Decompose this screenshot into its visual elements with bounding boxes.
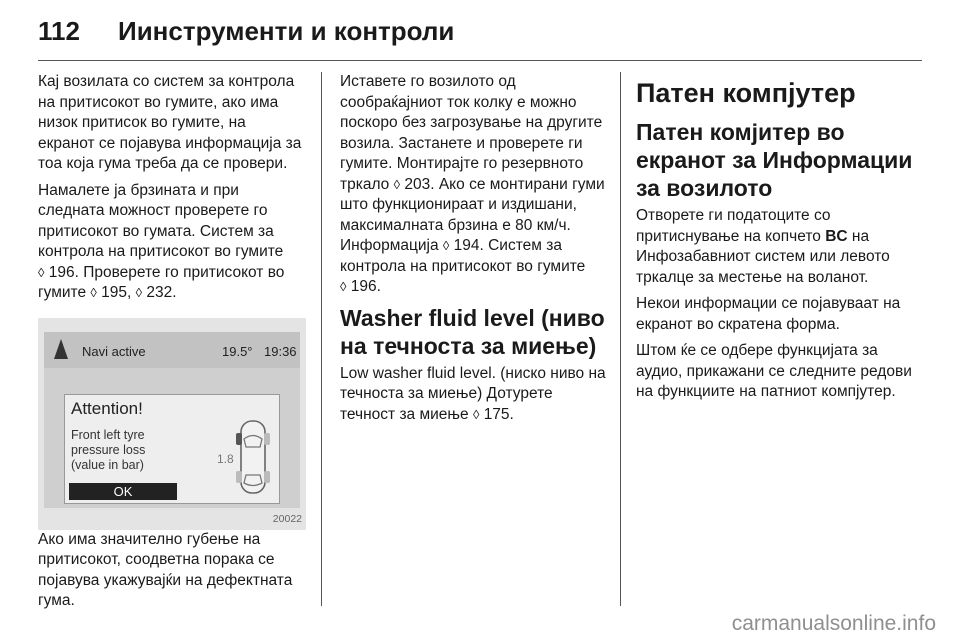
paragraph-text: Low washer fluid level. (ниско ниво на течноста за миење) Дотурете течност за миење (340, 364, 606, 423)
paragraph-text: 175. (483, 405, 514, 423)
column-3 (636, 72, 922, 409)
paragraph-text: 196. Проверете го притисокот во гумите (38, 263, 285, 301)
page-number: 112 (38, 16, 80, 46)
reference-arrow-icon: ◊ (393, 176, 401, 192)
navigation-arrow-icon (54, 339, 68, 359)
paragraph: Ако има значително губење на притисокот, соодветна порака се појавува укажувајќи на дефектната гума. (38, 530, 293, 609)
paragraph (636, 206, 922, 288)
column-divider (321, 72, 322, 606)
figure-number: 20022 (272, 513, 302, 525)
paragraph: Штом ќе се одбере функцијата за аудио, прикажани се следните редови на функциите на патниот компјутер. (636, 342, 912, 400)
column-divider (620, 72, 621, 606)
reference-arrow-icon: ◊ (472, 406, 480, 422)
car-top-view-icon (235, 417, 271, 497)
paragraph-text: на Инфозабавниот систем или левото тркалце за местење на воланот. (636, 227, 890, 286)
column-1 (38, 72, 306, 618)
ok-button: OK (69, 483, 177, 500)
column-2 (340, 72, 608, 431)
section-heading: Washer fluid level (ниво на течноста за миење) (340, 304, 605, 359)
watermark: carmanualsonline.info (731, 612, 936, 635)
paragraph-text: Намалете ја брзината и при следната можност проверете го притисокот во гумата. Систем за контрола на притисокот во гумите (38, 181, 284, 260)
dialog-line: pressure loss (71, 442, 146, 457)
reference-arrow-icon: ◊ (135, 285, 143, 300)
header-divider (38, 60, 922, 61)
navi-status: Navi active (82, 343, 146, 359)
paragraph-text: 194. Систем за контрола на притисокот во гумите (340, 237, 586, 275)
reference-arrow-icon: ◊ (38, 264, 45, 280)
temperature: 19.5° (222, 343, 253, 359)
clock: 19:36 (264, 343, 297, 359)
paragraph-text: Иставете го возилото од сообраќајниот ток колку е можно поскоро без загрозување на другите возила. Застанете и проверете ги гумите. Монтирајте го резервното тркало (340, 73, 603, 193)
paragraph-text: 203. Ако се монтирани гуми што функционираат и издишани, максималната брзина е 80 км/ч. Информација (340, 175, 605, 254)
reference-arrow-icon: ◊ (340, 279, 347, 294)
section-heading: Патен компјутер (636, 78, 856, 108)
tyre-pressure-figure (38, 318, 306, 530)
paragraph-text: 195, (101, 284, 132, 301)
paragraph (38, 181, 306, 304)
status-bar (44, 332, 300, 368)
attention-dialog (64, 394, 280, 504)
reference-arrow-icon: ◊ (442, 238, 450, 253)
tyre-pressure-value: 1.8 (217, 451, 234, 466)
dialog-title: Attention! (71, 398, 143, 418)
paragraph: Кај возилата со систем за контрола на притисокот во гумите, ако има низок притисок во гумите, на екранот се појавува информација за тоа која гума треба да се провери. (38, 73, 302, 172)
paragraph-text: Отворете ги податоците со притиснување на копчето (636, 207, 831, 245)
bc-button-label: BC (825, 227, 848, 245)
paragraph: Некои информации се појавуваат на екранот во скратена форма. (636, 295, 901, 333)
display-screen (44, 332, 300, 508)
reference-arrow-icon: ◊ (90, 285, 97, 300)
dialog-line: Front left tyre (71, 427, 145, 442)
dialog-line: (value in bar) (71, 457, 144, 472)
paragraph-text: 232. (146, 284, 177, 301)
paragraph-text: 196. (350, 278, 381, 295)
paragraph (340, 72, 608, 298)
chapter-title: Иинструменти и контроли (118, 16, 455, 46)
paragraph (340, 364, 608, 426)
subsection-heading: Патен комјитер во екранот за Информации за возилото (636, 119, 913, 201)
